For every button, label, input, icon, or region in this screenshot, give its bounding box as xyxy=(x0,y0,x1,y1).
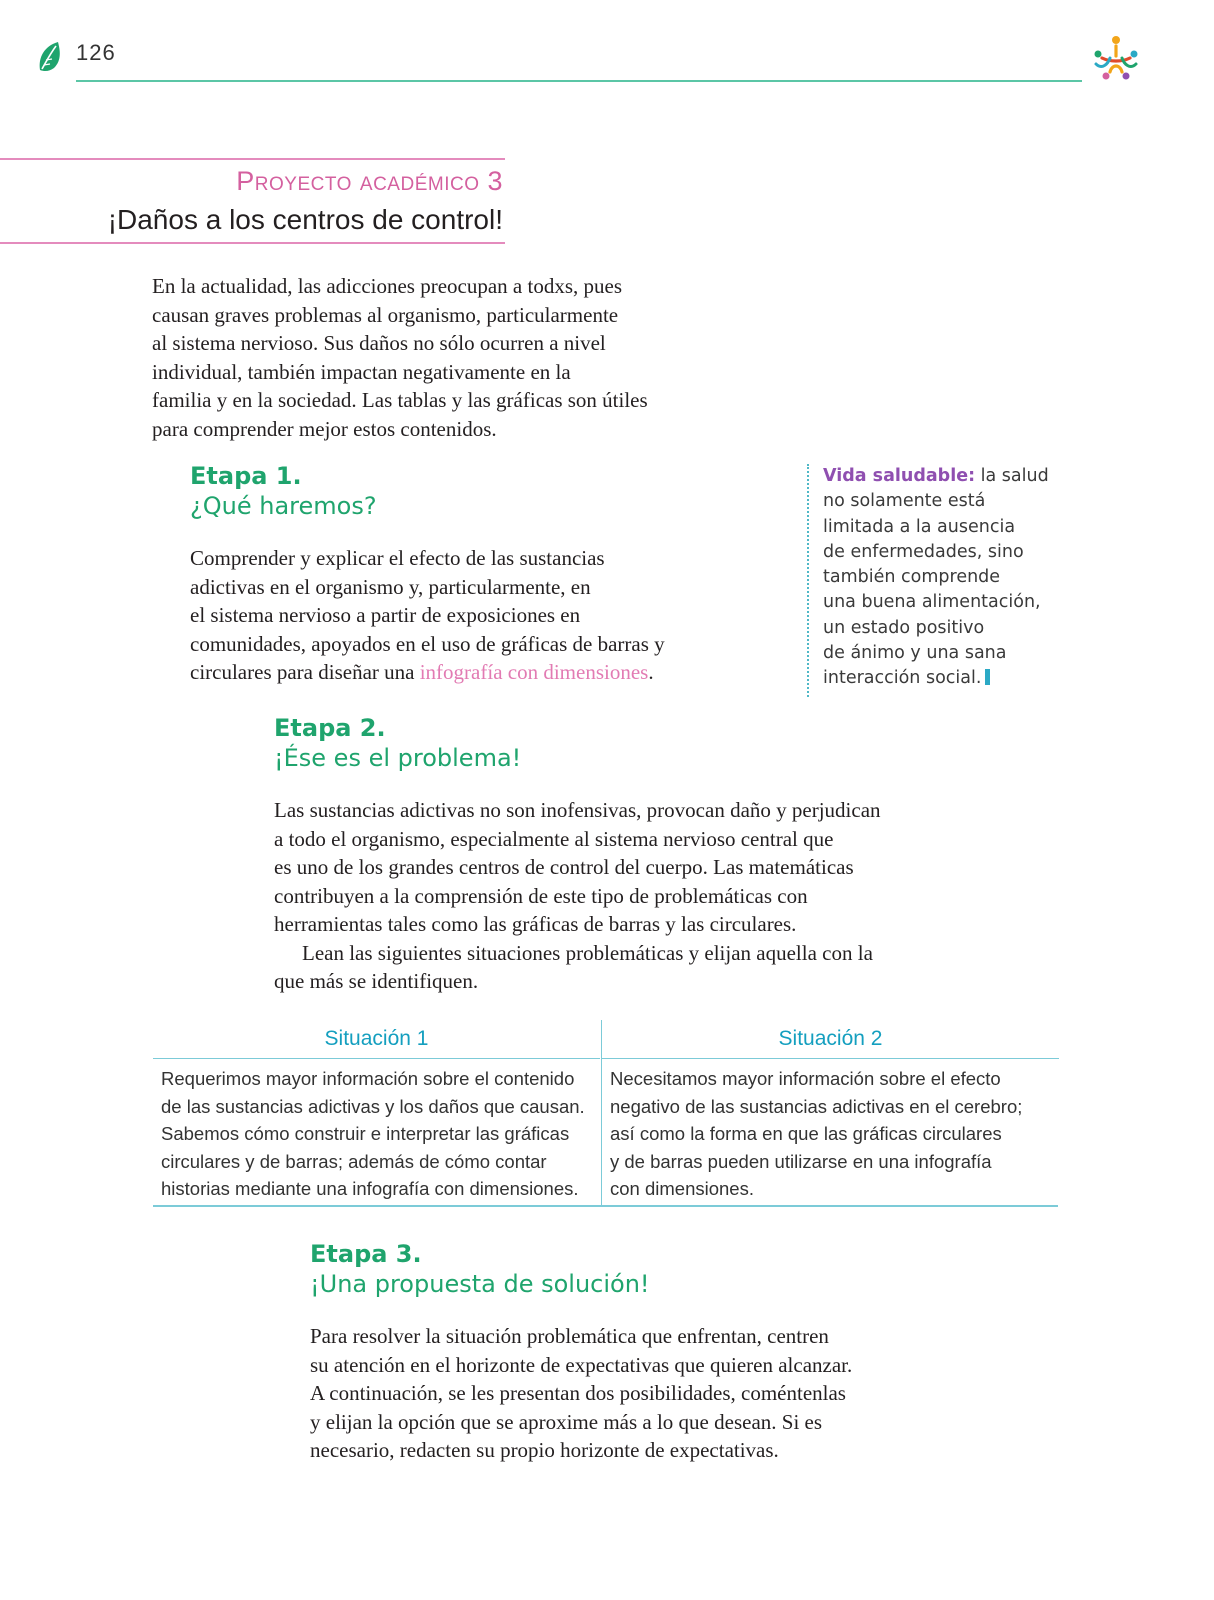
etapa-1-number: Etapa 1. xyxy=(190,462,302,490)
end-mark-icon xyxy=(985,669,990,685)
etapa-1-heading xyxy=(190,462,780,520)
etapa-1-line: el sistema nervioso a partir de exposiciones en xyxy=(190,603,581,627)
title-rule-bottom xyxy=(0,242,505,244)
etapa-3-line: necesario, redacten su propio horizonte de expectativas. xyxy=(310,1438,779,1462)
community-logo-icon xyxy=(1088,34,1144,86)
intro-line: individual, también impactan negativamente en la xyxy=(152,359,571,384)
etapa-2-line: contribuyen a la comprensión de este tipo de problemáticas con xyxy=(274,883,808,908)
etapa-1-subtitle: ¿Qué haremos? xyxy=(190,492,377,520)
sidebar-line: un estado positivo xyxy=(823,617,985,638)
sidebar-term: Vida saludable: xyxy=(823,466,976,486)
situation-1-line: de las sustancias adictivas y los daños que causan. xyxy=(161,1095,585,1117)
situation-2-line: negativo de las sustancias adictivas en el cerebro; xyxy=(610,1095,1023,1117)
etapa-1-last-prefix: circulares para diseñar una xyxy=(190,660,420,684)
sidebar-line: también comprende xyxy=(823,567,1001,588)
intro-paragraph xyxy=(152,272,712,443)
sidebar-line: de enfermedades, sino xyxy=(823,541,1024,562)
etapa-2-line: Lean las siguientes situaciones problemáticas y elijan aquella con la xyxy=(302,940,873,965)
sidebar-line: de ánimo y una sana xyxy=(823,643,1007,664)
etapa-1-last-suffix: . xyxy=(648,660,654,684)
situation-1-line: historias mediante una infografía con dimensiones. xyxy=(161,1178,579,1199)
situation-1-column xyxy=(153,1020,600,1206)
intro-line: al sistema nervioso. Sus daños no sólo ocurren a nivel xyxy=(152,331,606,355)
page-number: 126 xyxy=(76,40,116,65)
intro-line: familia y en la sociedad. Las tablas y las gráficas son útiles xyxy=(152,388,648,412)
situation-1-body xyxy=(153,1059,600,1203)
etapa-3-line: Para resolver la situación problemática que enfrentan, centren xyxy=(310,1324,829,1348)
etapa-2-line: herramientas tales como las gráficas de barras y las circulares. xyxy=(274,912,797,936)
sidebar-line xyxy=(823,464,1049,489)
etapa-2-line: Las sustancias adictivas no son inofensivas, provocan daño y perjudican xyxy=(274,798,881,822)
situation-2-column xyxy=(601,1020,1059,1206)
sidebar-first-rest: la salud xyxy=(975,466,1049,486)
project-label: Proyecto académico 3 xyxy=(236,166,503,196)
etapa-3-heading xyxy=(310,1240,910,1298)
vida-saludable-sidebar xyxy=(807,464,1049,697)
situation-2-body xyxy=(602,1059,1059,1203)
etapa-1-line xyxy=(190,658,790,687)
title-rule-top xyxy=(0,158,505,160)
etapa-2-line: que más se identifiquen. xyxy=(274,969,479,993)
etapa-2-heading xyxy=(274,714,874,772)
etapa-1-paragraph xyxy=(190,544,790,687)
etapa-3-line: su atención en el horizonte de expectativas que quieren alcanzar. xyxy=(310,1352,853,1377)
situation-2-line: con dimensiones. xyxy=(610,1178,754,1199)
etapa-1-line: Comprender y explicar el efecto de las sustancias xyxy=(190,546,605,570)
situation-2-line: Necesitamos mayor información sobre el efecto xyxy=(610,1068,1001,1089)
etapa-2-paragraph xyxy=(274,796,994,996)
etapa-3-subtitle: ¡Una propuesta de solución! xyxy=(310,1270,650,1298)
etapa-2-subtitle: ¡Ése es el problema! xyxy=(274,744,522,772)
sidebar-line: limitada a la ausencia xyxy=(823,516,1016,537)
etapa-2-line: a todo el organismo, especialmente al sistema nervioso central que xyxy=(274,826,834,851)
situation-1-title: Situación 1 xyxy=(153,1020,600,1059)
situation-2-line: y de barras pueden utilizarse en una infografía xyxy=(610,1150,992,1172)
etapa-1-line: adictivas en el organismo y, particularmente, en xyxy=(190,574,591,599)
etapa-3-number: Etapa 3. xyxy=(310,1240,422,1268)
situations-bottom-rule xyxy=(153,1205,1058,1207)
situations-table xyxy=(153,1020,1058,1206)
situation-2-line: así como la forma en que las gráficas circulares xyxy=(610,1123,1002,1144)
leaf-icon xyxy=(36,40,66,76)
situation-1-line: Requerimos mayor información sobre el contenido xyxy=(161,1068,575,1089)
intro-line: causan graves problemas al organismo, particularmente xyxy=(152,302,619,327)
etapa-2-number: Etapa 2. xyxy=(274,714,386,742)
situation-1-line: circulares y de barras; además de cómo contar xyxy=(161,1150,547,1172)
situation-1-line: Sabemos cómo construir e interpretar las gráficas xyxy=(161,1123,570,1144)
intro-line: para comprender mejor estos contenidos. xyxy=(152,416,497,441)
etapa-1-line: comunidades, apoyados en el uso de gráficas de barras y xyxy=(190,631,665,656)
situation-2-title: Situación 2 xyxy=(602,1020,1059,1059)
intro-line: En la actualidad, las adicciones preocupan a todxs, pues xyxy=(152,274,622,298)
etapa-3-line: y elijan la opción que se aproxime más a lo que desean. Si es xyxy=(310,1409,823,1434)
sidebar-line: una buena alimentación, xyxy=(823,592,1041,613)
infografia-link[interactable]: infografía con dimensiones xyxy=(419,660,649,684)
project-title: ¡Daños a los centros de control! xyxy=(107,204,503,235)
etapa-3-paragraph xyxy=(310,1322,990,1465)
sidebar-last-line: interacción social. xyxy=(823,668,982,689)
sidebar-line xyxy=(823,666,1049,691)
etapa-2-line: es uno de los grandes centros de control del cuerpo. Las matemáticas xyxy=(274,855,854,879)
etapa-3-line: A continuación, se les presentan dos posibilidades, coméntenlas xyxy=(310,1381,846,1405)
header-rule xyxy=(76,80,1082,82)
sidebar-line: no solamente está xyxy=(823,491,986,512)
